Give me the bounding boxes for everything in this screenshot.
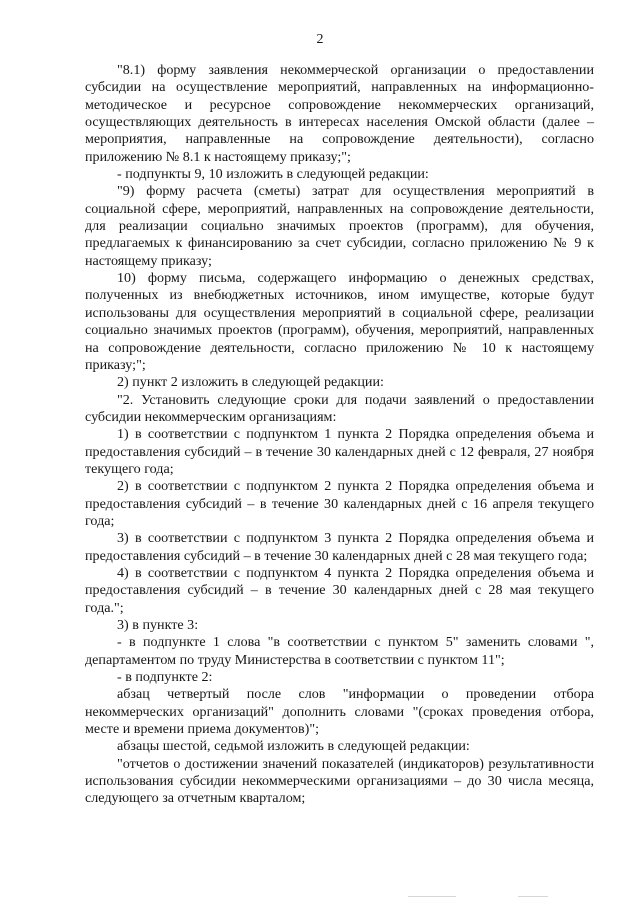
scan-artifact bbox=[518, 896, 548, 897]
page-number: 2 bbox=[316, 32, 324, 47]
paragraph-set-deadlines: "2. Установить следующие сроки для подачи заявлений о предоставлении субсидии некоммерческим организациям: bbox=[85, 391, 594, 425]
paragraph-point-3: 3) в пункте 3: bbox=[117, 617, 199, 633]
paragraph-subpoint-1: - в подпункте 1 слова "в соответствии с пунктом 5" заменить словами ", департаментом по труду Министерства в соответствии с пунктом 11"; bbox=[85, 634, 594, 668]
scan-artifact bbox=[408, 896, 456, 897]
paragraph-subpoint-2: - в подпункте 2: bbox=[117, 669, 213, 686]
paragraph-deadline-4: 4) в соответствии с подпунктом 4 пункта 2 Порядка определения объема и предоставления субсидий – в течение 30 календарных дней с 28 мая текущего года."; bbox=[85, 564, 594, 616]
paragraph-sixth-seventh-abzac: абзацы шестой, седьмой изложить в следующей редакции: bbox=[117, 738, 470, 755]
paragraph-point-2: 2) пункт 2 изложить в следующей редакции: bbox=[117, 374, 384, 391]
paragraph-fourth-abzac: абзац четвертый после слов "информации о проведении отбора некоммерческих организаций" дополнить словами "(сроках проведения отбора, месте и времени приема документов)"; bbox=[85, 686, 594, 738]
paragraph-form-10: 10) форму письма, содержащего информацию о денежных средствах, полученных из внебюджетных источников, ином имуществе, которые будут использованы для осуществления мероприятий в социальной сфере, реализации социально значимых проектов (программ), обучения, мероприятий, направленных на сопровождение деятельности, согласно приложению № 10 к настоящему приказу;"; bbox=[85, 270, 594, 373]
paragraph-reports: "отчетов о достижении значений показателей (индикаторов) результативности использования субсидии некоммерческими организациями – до 30 числа месяца, следующего за отчетным кварталом; bbox=[85, 755, 594, 807]
paragraph-8-1-form: "8.1) форму заявления некоммерческой организации о предоставлении субсидии на осуществление мероприятий, направленных на информационно-методическое и ресурсное сопровождение некоммерческих организаций, осуществляющих деятельность в интересах населения Омской области (далее – мероприятия, направленные на сопровождение деятельности), согласно приложению № 8.1 к настоящему приказу;"; bbox=[85, 62, 594, 165]
paragraph-subpoints-9-10: - подпункты 9, 10 изложить в следующей редакции: bbox=[117, 166, 429, 183]
paragraph-deadline-2: 2) в соответствии с подпунктом 2 пункта 2 Порядка определения объема и предоставления субсидий – в течение 30 календарных дней с 16 апреля текущего года; bbox=[85, 478, 594, 529]
document-body bbox=[85, 62, 594, 808]
paragraph-deadline-1: 1) в соответствии с подпунктом 1 пункта 2 Порядка определения объема и предоставления субсидий – в течение 30 календарных дней с 12 февраля, 27 ноября текущего года; bbox=[85, 426, 594, 477]
paragraph-deadline-3: 3) в соответствии с подпунктом 3 пункта 2 Порядка определения объема и предоставления субсидий – в течение 30 календарных дней с 28 мая текущего года; bbox=[85, 530, 594, 564]
paragraph-form-9: "9) форму расчета (сметы) затрат для осуществления мероприятий в социальной сфере, мероприятий, направленных на сопровождение деятельности, для реализации социально значимых проектов (программ), для обучения, предлагаемых к финансированию за счет субсидии, согласно приложению № 9 к настоящему приказу; bbox=[85, 183, 594, 269]
